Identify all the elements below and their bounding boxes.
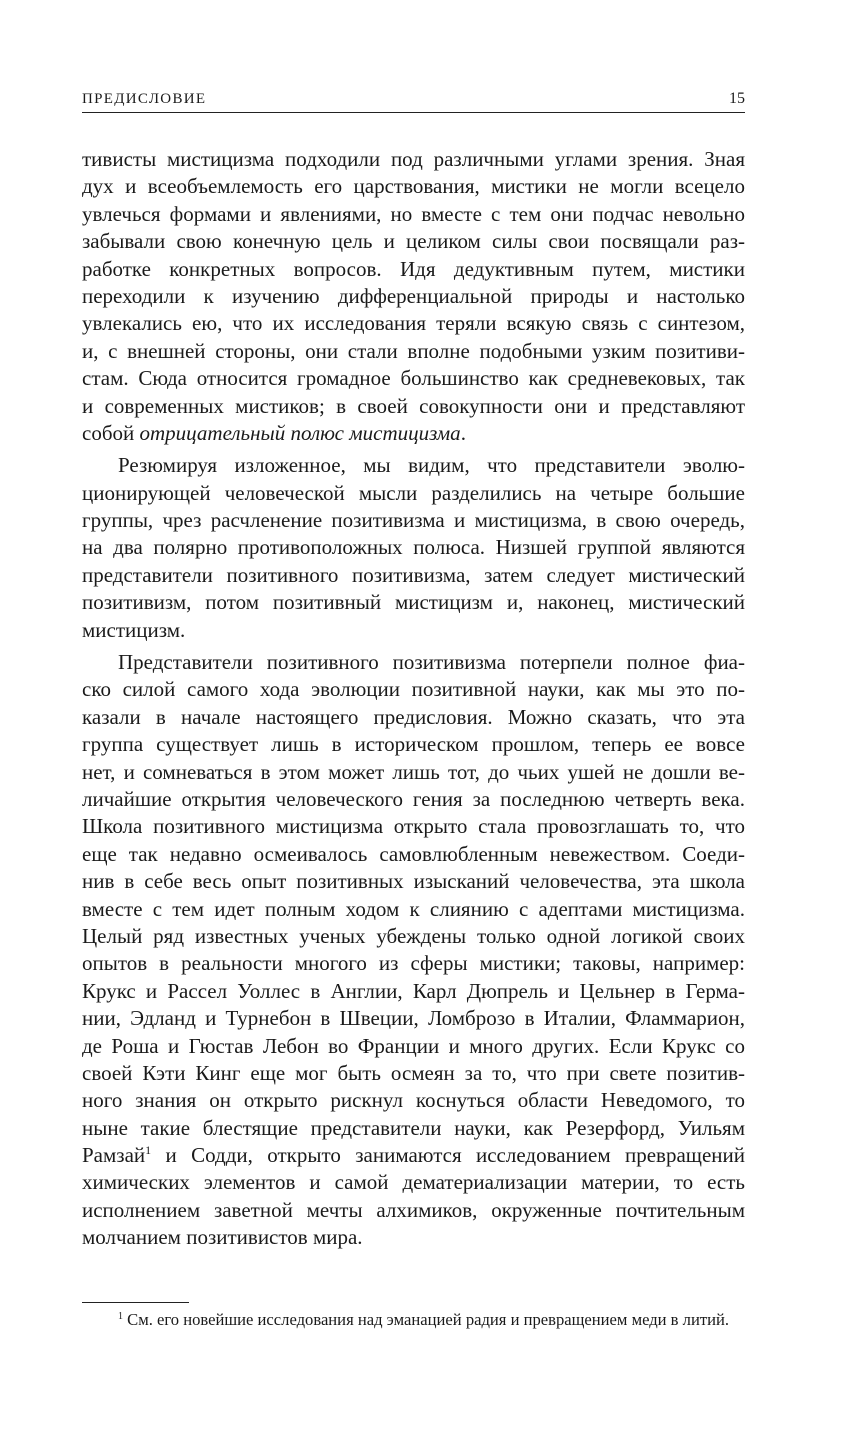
text-fragment: собой <box>82 420 140 445</box>
text-line: группа существует лишь в историческом прошлом, теперь ее вовсе <box>82 732 745 757</box>
text-fragment: и Содди, открыто занимаются исследованием превращений <box>151 1143 745 1168</box>
text-line: и, с внешней стороны, они стали вполне подобными узким позитиви- <box>82 338 745 363</box>
text-line: позитивизм, потом позитивный мистицизм и, наконец, мистический <box>82 590 745 615</box>
text-line: забывали свою конечную цель и целиком силы свои посвящали раз- <box>82 229 745 254</box>
text-line: ционирующей человеческой мысли разделились на четыре большие <box>82 480 745 505</box>
footnote-divider <box>82 1302 189 1303</box>
body-text <box>82 146 745 1252</box>
text-line: Резюмируя изложенное, мы видим, что представители эволю- <box>118 453 745 478</box>
text-line: мистицизм. <box>82 617 186 642</box>
footnote <box>118 1309 745 1331</box>
footnote-text: См. его новейшие исследования над эманацией радия и превращением меди в литий. <box>123 1310 729 1329</box>
text-line: нив в себе весь опыт позитивных изысканий человечества, эта школа <box>82 869 745 894</box>
text-line: еще так недавно осмеивалось самовлюбленным невежеством. Соеди- <box>82 841 745 866</box>
text-line: опытов в реальности многого из сферы мистики; таковы, например: <box>82 951 745 976</box>
page-number: 15 <box>729 90 745 107</box>
text-line: на два полярно противоположных полюса. Низшей группой являются <box>82 535 745 560</box>
text-line: молчанием позитивистов мира. <box>82 1225 363 1250</box>
running-header <box>82 88 745 113</box>
text-line: Целый ряд известных ученых убеждены только одной логикой своих <box>82 923 745 948</box>
text-line: ныне такие блестящие представители науки, как Резерфорд, Уильям <box>82 1115 745 1140</box>
text-line: нии, Эдланд и Турнебон в Швеции, Ломброзо в Италии, Фламмарион, <box>82 1006 745 1031</box>
text-line: переходили к изучению дифференциальной природы и настолько <box>82 283 745 308</box>
text-line: вместе с тем идет полным ходом к слиянию с адептами мистицизма. <box>82 896 745 921</box>
text-line: ско силой самого хода эволюции позитивной науки, как мы это по- <box>82 677 745 702</box>
text-line: нет, и сомневаться в этом может лишь тот, до чьих ушей не дошли ве- <box>82 759 745 784</box>
text-fragment: . <box>460 420 466 445</box>
text-line: казали в начале настоящего предисловия. Можно сказать, что эта <box>82 704 745 729</box>
text-line: исполнением заветной мечты алхимиков, окруженные почтительным <box>82 1197 745 1222</box>
footnote-reference[interactable]: 1 <box>145 1143 152 1158</box>
text-line <box>82 1142 745 1169</box>
text-line: увлекались ею, что их исследования теряли всякую связь с синтезом, <box>82 311 745 336</box>
text-line: ного знания он открыто рискнул коснуться области Неведомого, то <box>82 1088 745 1113</box>
text-fragment: Рамзай <box>82 1143 146 1168</box>
text-line: дух и всеобъемлемость его царствования, мистики не могли всецело <box>82 174 745 199</box>
text-line <box>82 420 745 447</box>
text-line: Представители позитивного позитивизма потерпели полное фиа- <box>118 650 745 675</box>
text-line: стам. Сюда относится громадное большинство как средневековых, так <box>82 366 745 391</box>
text-line: личайшие открытия человеческого гения за последнюю четверть века. <box>82 786 745 811</box>
book-page <box>82 0 745 1435</box>
text-line: Школа позитивного мистицизма открыто стала провозглашать то, что <box>82 814 745 839</box>
text-line: работке конкретных вопросов. Идя дедуктивным путем, мистики <box>82 256 745 281</box>
text-line: представители позитивного позитивизма, затем следует мистический <box>82 562 745 587</box>
running-title: ПРЕДИСЛОВИЕ <box>82 91 207 107</box>
text-line: тивисты мистицизма подходили под различными углами зрения. Зная <box>82 147 745 171</box>
text-line: увлечься формами и явлениями, но вместе с тем они подчас невольно <box>82 201 745 226</box>
text-line: и современных мистиков; в своей совокупности они и представляют <box>82 393 745 418</box>
text-line: своей Кэти Кинг еще мог быть осмеян за то, что при свете позитив- <box>82 1060 745 1085</box>
text-line: Крукс и Рассел Уоллес в Англии, Карл Дюпрель и Цельнер в Герма- <box>82 978 745 1003</box>
italic-emphasis: отрицательный полюс мистицизма <box>139 420 461 445</box>
footnote-mark: 1 <box>118 1311 123 1322</box>
text-line: группы, чрез расчленение позитивизма и мистицизма, в свою очередь, <box>82 508 745 533</box>
text-line: де Роша и Гюстав Лебон во Франции и много других. Если Крукс со <box>82 1033 745 1058</box>
text-line: химических элементов и самой дематериализации материи, то есть <box>82 1170 745 1195</box>
